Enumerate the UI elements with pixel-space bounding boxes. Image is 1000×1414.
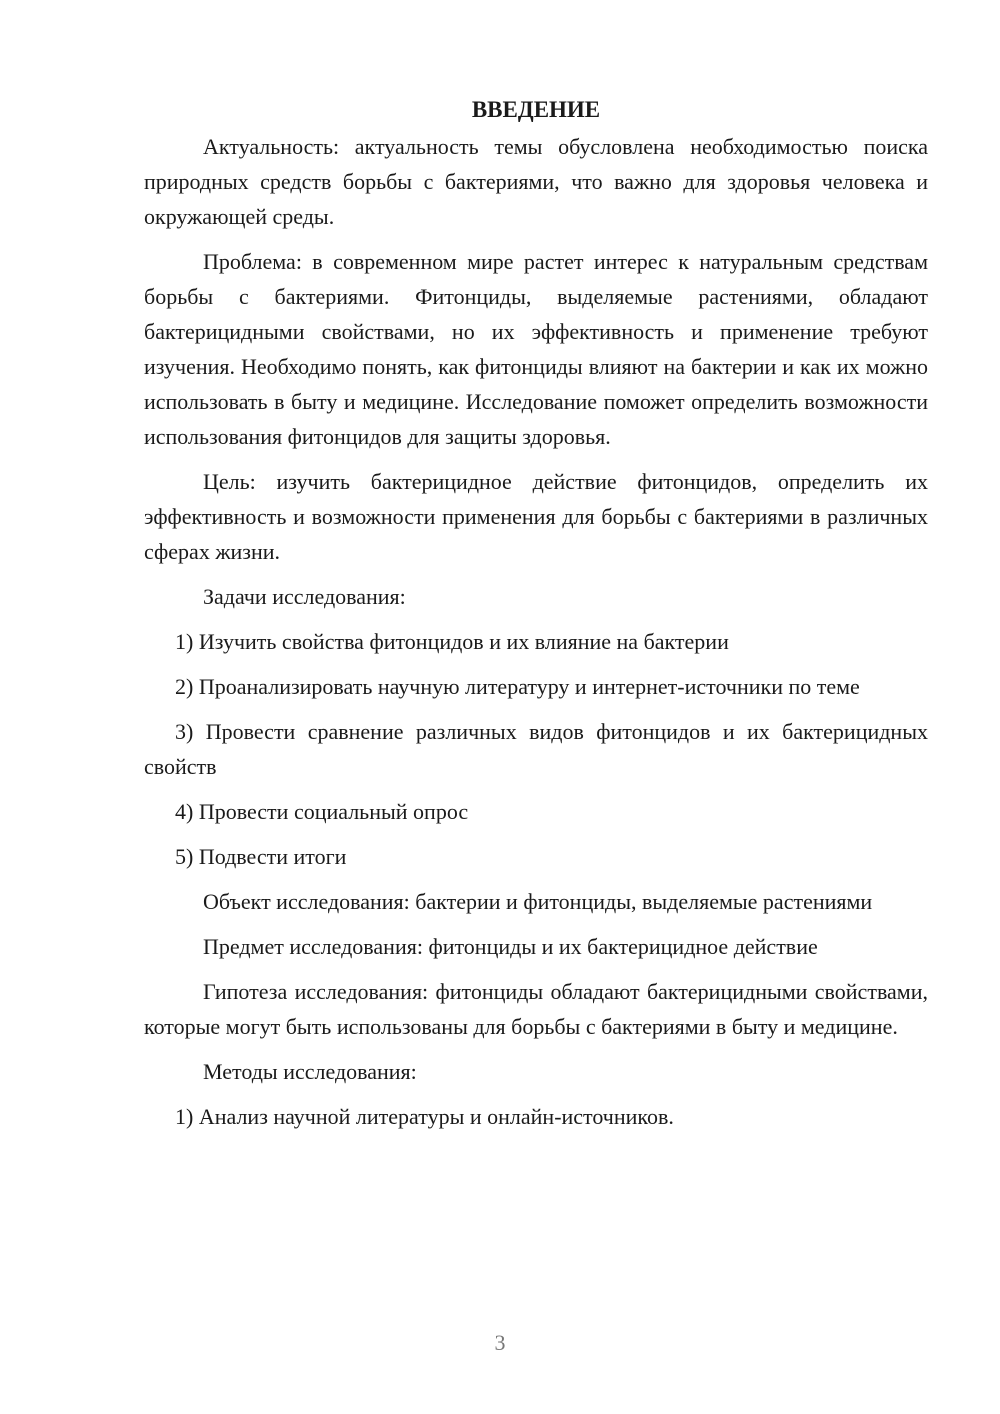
- page-number: 3: [494, 1330, 506, 1355]
- task-item: 5) Подвести итоги: [175, 844, 347, 869]
- task-item: 1) Изучить свойства фитонцидов и их влияние на бактерии: [175, 629, 729, 654]
- subject-paragraph: Предмет исследования: фитонциды и их бактерицидное действие: [203, 934, 818, 959]
- document-body: [144, 92, 928, 1144]
- task-item: 2) Проанализировать научную литературу и интернет-источники по теме: [175, 674, 860, 699]
- tasks-heading: Задачи исследования:: [203, 584, 406, 609]
- task-item: 3) Провести сравнение различных видов фитонцидов и их бактерицидных свойств: [144, 719, 928, 779]
- section-title: ВВЕДЕНИЕ: [471, 97, 601, 122]
- method-item: 1) Анализ научной литературы и онлайн-источников.: [175, 1104, 674, 1129]
- relevance-paragraph: Актуальность: актуальность темы обусловлена необходимостью поиска природных средств борьбы с бактериями, что важно для здоровья человека и окружающей среды.: [144, 134, 928, 229]
- hypothesis-paragraph: Гипотеза исследования: фитонциды обладают бактерицидными свойствами, которые могут быть использованы для борьбы с бактериями в быту и медицине.: [144, 979, 928, 1039]
- goal-paragraph: Цель: изучить бактерицидное действие фитонцидов, определить их эффективность и возможности применения для борьбы с бактериями в различных сферах жизни.: [144, 469, 928, 564]
- task-item: 4) Провести социальный опрос: [175, 799, 469, 824]
- object-paragraph: Объект исследования: бактерии и фитонциды, выделяемые растениями: [203, 889, 873, 914]
- methods-heading: Методы исследования:: [203, 1059, 417, 1084]
- problem-paragraph: Проблема: в современном мире растет интерес к натуральным средствам борьбы с бактериями. Фитонциды, выделяемые растениями, обладают бактерицидными свойствами, но их эффективность и применение требуют изучения. Необходимо понять, как фитонциды влияют на бактерии и как их можно использовать в быту и медицине. Исследование поможет определить возможности использования фитонцидов для защиты здоровья.: [144, 249, 928, 449]
